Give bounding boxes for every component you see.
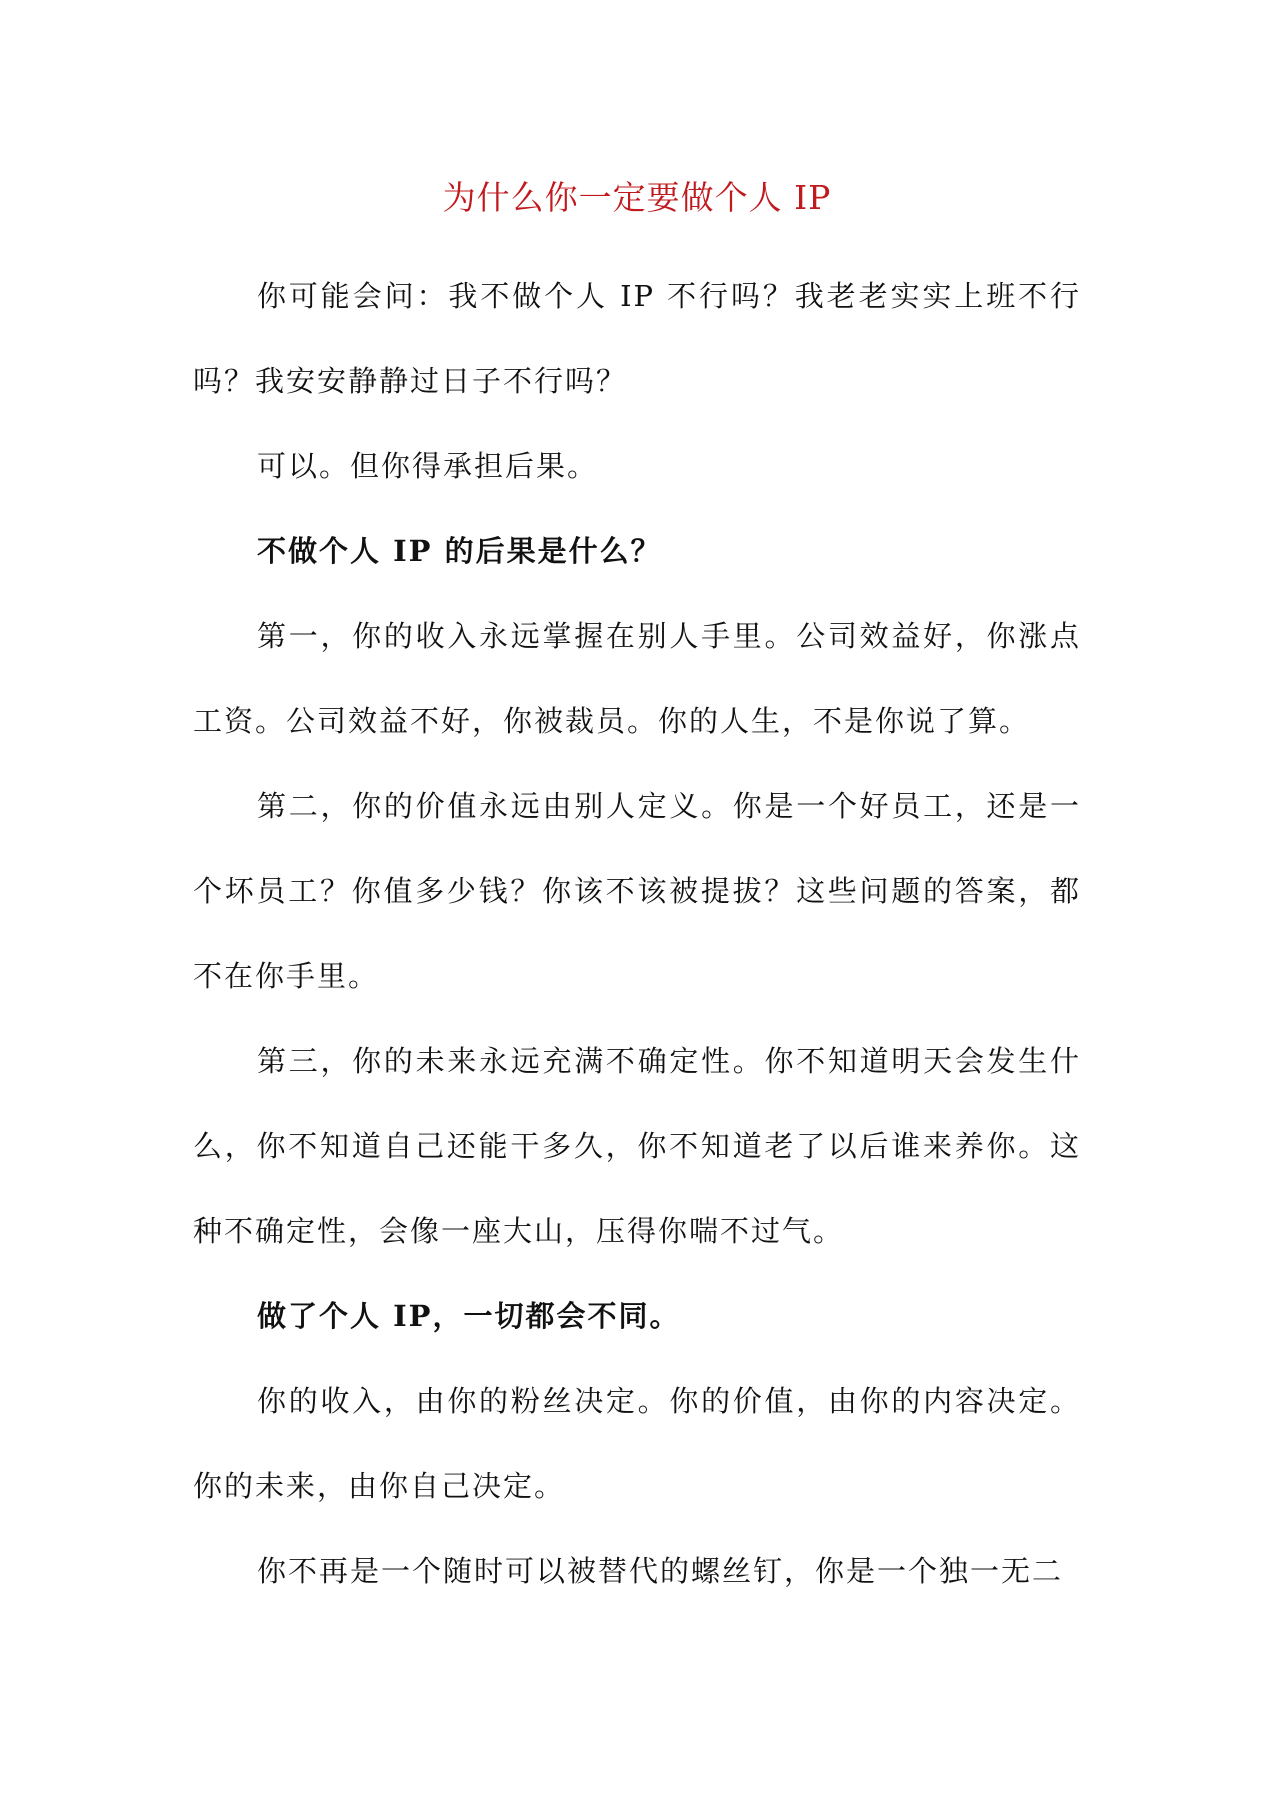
paragraph: 第二，你的价值永远由别人定义。你是一个好员工，还是一个坏员工？你值多少钱？你该不该被提拔？这些问题的答案，都不在你手里。 [193, 789, 1081, 993]
paragraph: 你不再是一个随时可以被替代的螺丝钉，你是一个独一无二 [257, 1554, 1064, 1588]
document-title: 为什么你一定要做个人 IP [442, 178, 832, 217]
paragraph: 第三，你的未来永远充满不确定性。你不知道明天会发生什么，你不知道自己还能干多久，你不知道老了以后谁来养你。这种不确定性，会像一座大山，压得你喘不过气。 [193, 1044, 1081, 1248]
section-heading: 不做个人 IP 的后果是什么？ [257, 534, 662, 568]
paragraph: 你的收入，由你的粉丝决定。你的价值，由你的内容决定。你的未来，由你自己决定。 [193, 1384, 1081, 1503]
paragraph: 第一，你的收入永远掌握在别人手里。公司效益好，你涨点工资。公司效益不好，你被裁员。你的人生，不是你说了算。 [193, 619, 1081, 738]
paragraph: 可以。但你得承担后果。 [257, 449, 599, 483]
section-heading: 做了个人 IP，一切都会不同。 [257, 1299, 681, 1333]
document-body [193, 170, 1081, 1614]
paragraph: 你可能会问：我不做个人 IP 不行吗？我老老实实上班不行吗？我安安静静过日子不行吗？ [193, 279, 1081, 398]
